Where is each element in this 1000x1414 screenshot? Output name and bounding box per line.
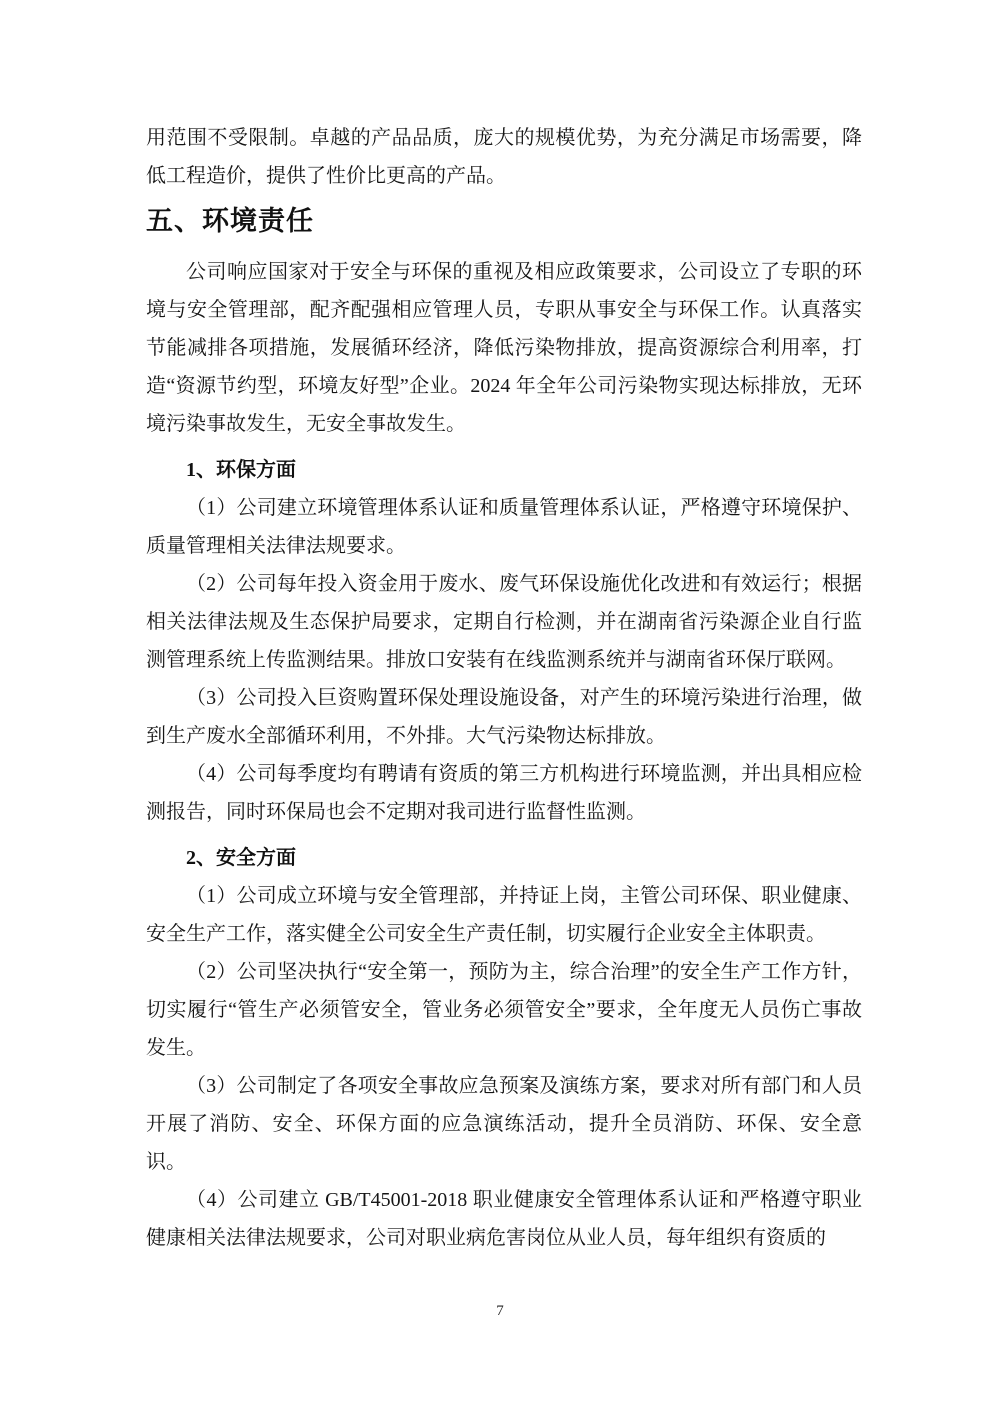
environment-paragraph-4: （4）公司每季度均有聘请有资质的第三方机构进行环境监测，并出具相应检测报告，同时环保局也会不定期对我司进行监督性监测。 — [146, 763, 862, 823]
safety-paragraph-1: （1）公司成立环境与安全管理部，并持证上岗，主管公司环保、职业健康、安全生产工作，落实健全公司安全生产责任制，切实履行企业安全主体职责。 — [146, 885, 862, 945]
subsection-heading-safety: 2、安全方面 — [186, 847, 296, 869]
subsection-heading-environment: 1、环保方面 — [186, 459, 296, 481]
environment-paragraph-3: （3）公司投入巨资购置环保处理设施设备，对产生的环境污染进行治理，做到生产废水全部循环利用，不外排。大气污染物达标排放。 — [146, 687, 862, 747]
page-number: 7 — [496, 1303, 504, 1319]
document-content — [146, 119, 862, 1257]
safety-paragraph-2: （2）公司坚决执行“安全第一，预防为主，综合治理”的安全生产工作方针，切实履行“管生产必须管安全，管业务必须管安全”要求，全年度无人员伤亡事故发生。 — [146, 961, 862, 1059]
section-heading-environment-responsibility: 五、环境责任 — [146, 206, 314, 236]
environment-paragraph-1: （1）公司建立环境管理体系认证和质量管理体系认证，严格遵守环境保护、质量管理相关法律法规要求。 — [146, 497, 862, 557]
safety-paragraph-3: （3）公司制定了各项安全事故应急预案及演练方案，要求对所有部门和人员开展了消防、安全、环保方面的应急演练活动，提升全员消防、环保、安全意识。 — [146, 1075, 862, 1173]
section-intro-paragraph: 公司响应国家对于安全与环保的重视及相应政策要求，公司设立了专职的环境与安全管理部，配齐配强相应管理人员，专职从事安全与环保工作。认真落实节能减排各项措施，发展循环经济，降低污染物排放，提高资源综合利用率，打造“资源节约型，环境友好型”企业。2024 年全年公司污染物实现达标排放，无环境污染事故发生，无安全事故发生。 — [146, 261, 862, 435]
environment-paragraph-2: （2）公司每年投入资金用于废水、废气环保设施优化改进和有效运行；根据相关法律法规及生态保护局要求，定期自行检测，并在湖南省污染源企业自行监测管理系统上传监测结果。排放口安装有在线监测系统并与湖南省环保厅联网。 — [146, 573, 862, 671]
safety-paragraph-4: （4）公司建立 GB/T45001-2018 职业健康安全管理体系认证和严格遵守职业健康相关法律法规要求，公司对职业病危害岗位从业人员，每年组织有资质的 — [146, 1189, 862, 1249]
paragraph-continuation: 用范围不受限制。卓越的产品品质，庞大的规模优势，为充分满足市场需要，降低工程造价，提供了性价比更高的产品。 — [146, 127, 862, 187]
